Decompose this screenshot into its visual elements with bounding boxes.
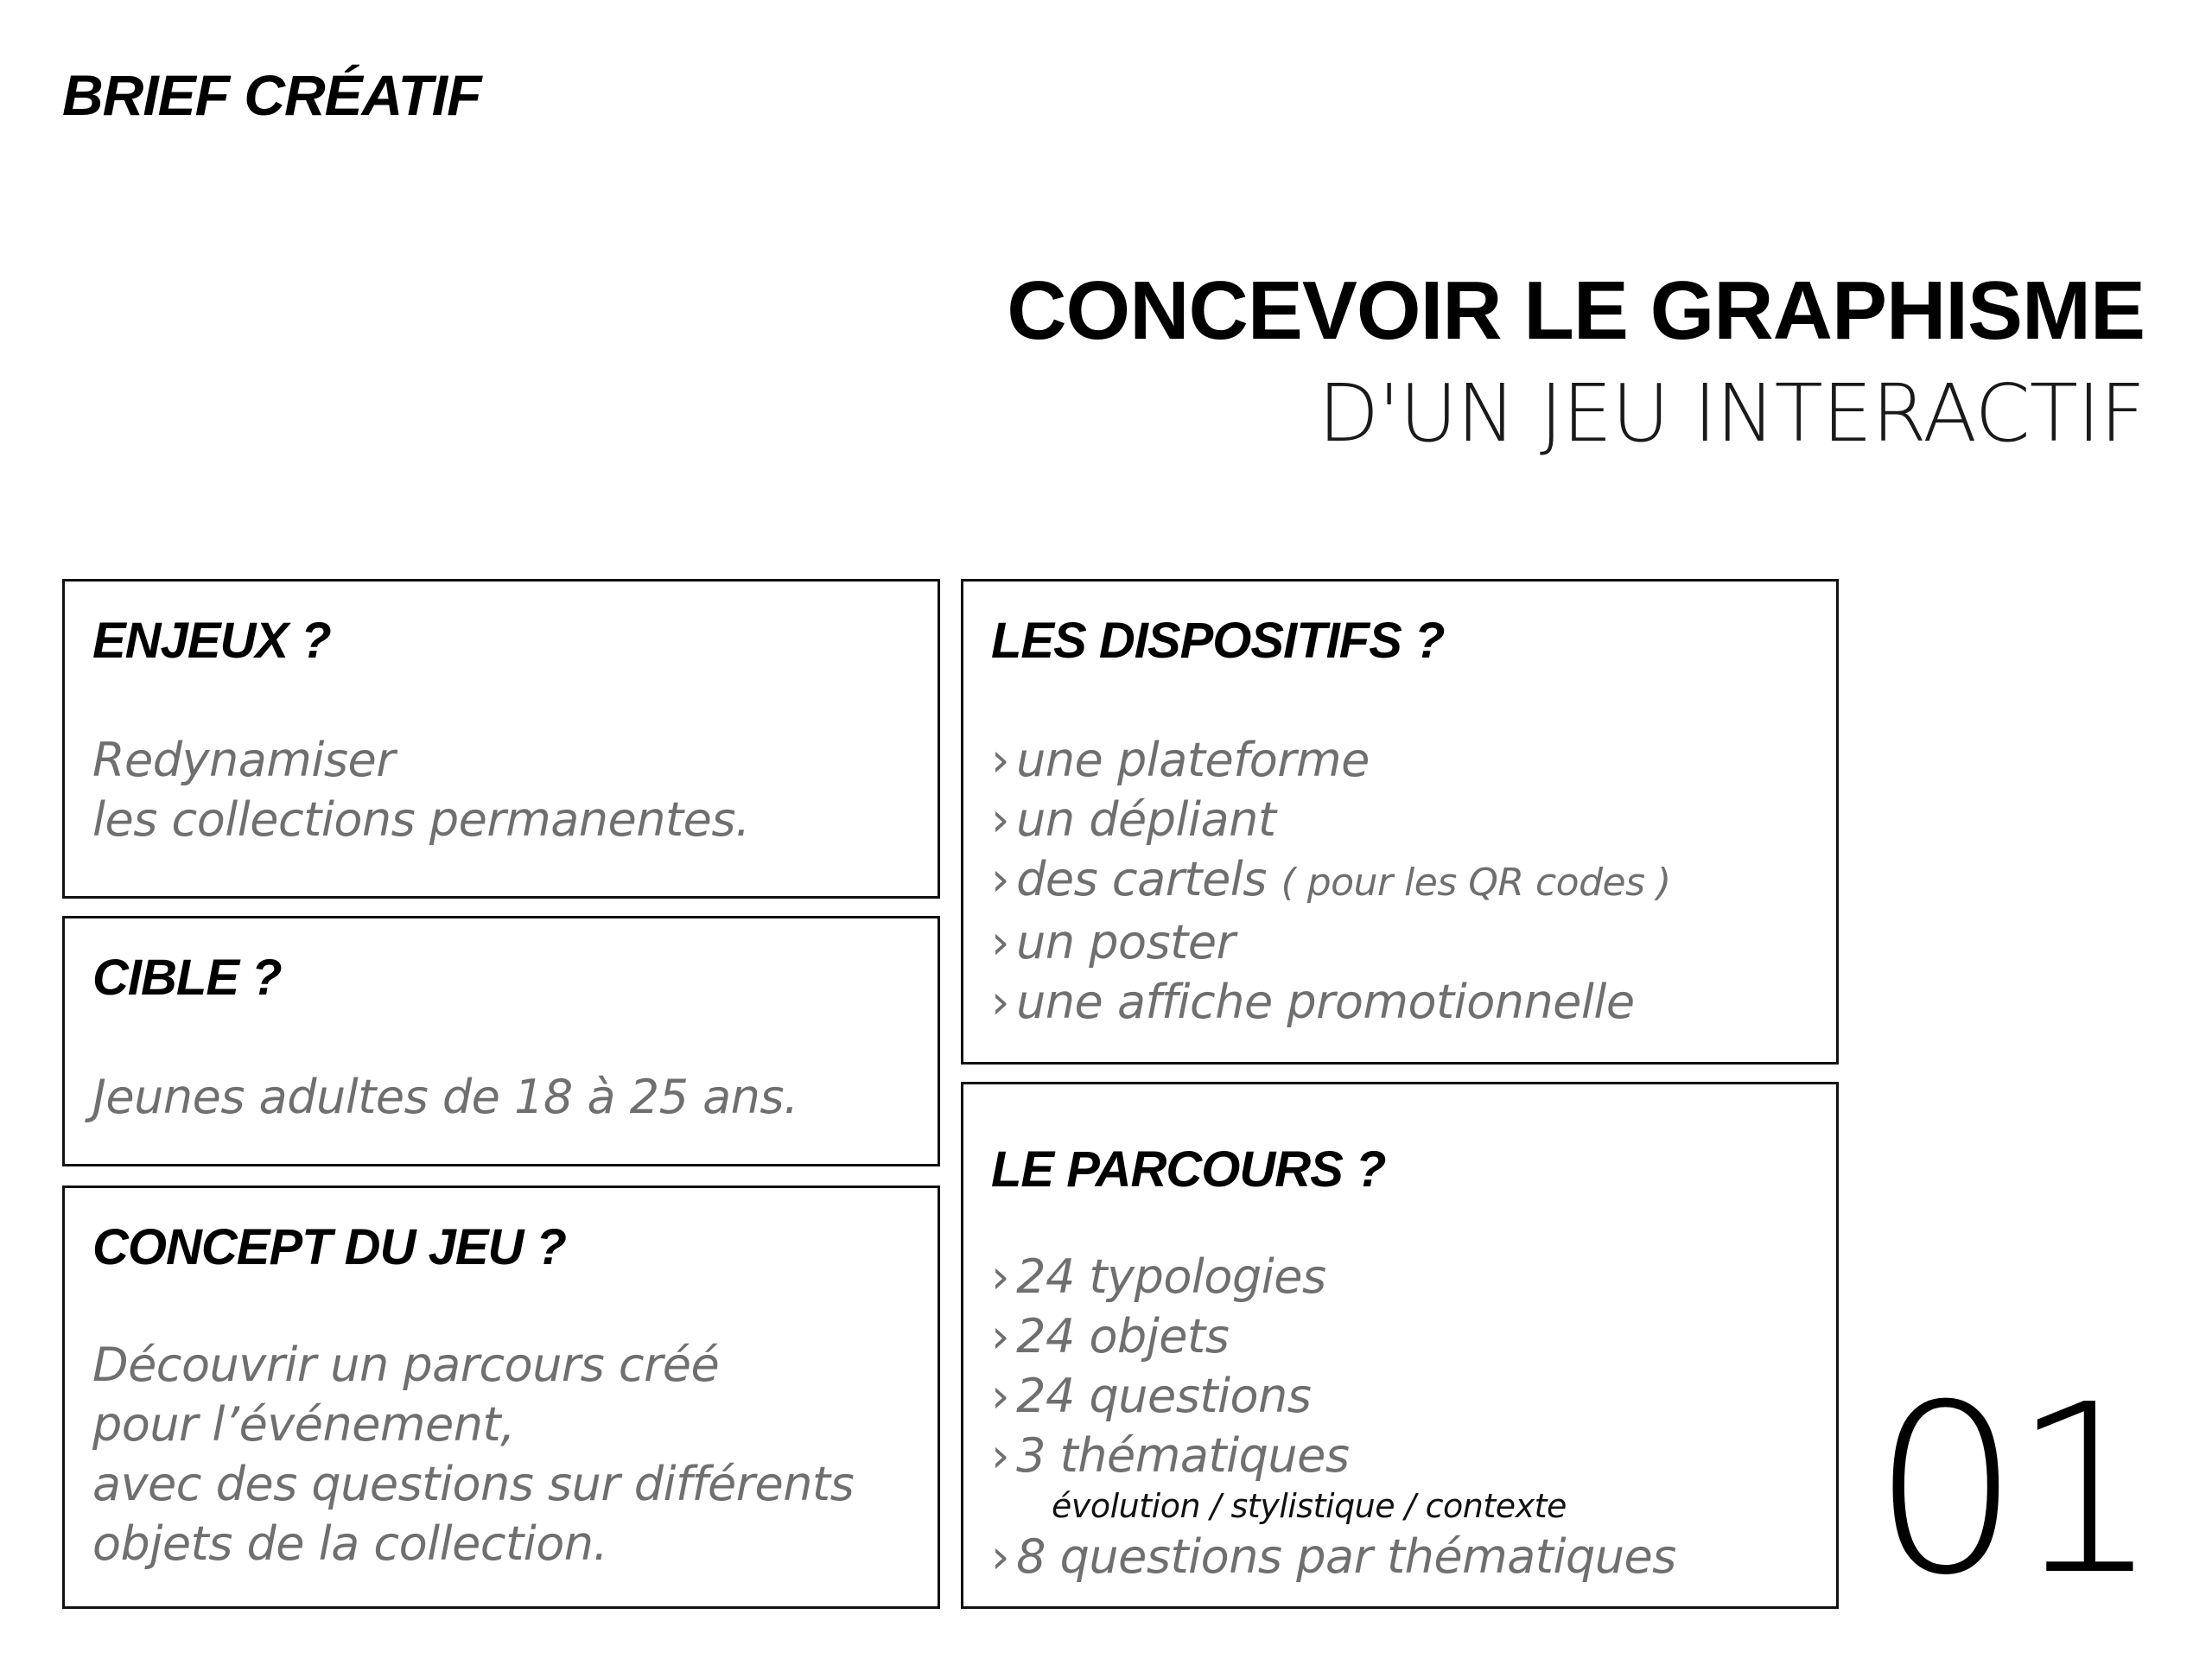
enjeux-heading: ENJEUX ? (92, 613, 331, 669)
list-item: › un poster (991, 915, 1236, 969)
list-item: › 8 questions par thématiques (991, 1529, 1676, 1584)
cible-heading: CIBLE ? (92, 950, 282, 1006)
cible-line: Jeunes adultes de 18 à 25 ans. (92, 1070, 798, 1124)
concept-heading: CONCEPT DU JEU ? (92, 1219, 566, 1275)
concept-line: objets de la collection. (92, 1516, 608, 1571)
concept-box (62, 1185, 940, 1609)
chevron-right-icon: › (991, 733, 1010, 787)
chevron-right-icon: › (991, 1529, 1010, 1584)
list-item: › un dépliant (991, 792, 1276, 847)
chevron-right-icon: › (991, 1369, 1010, 1423)
cible-text (92, 1067, 910, 1127)
dispositifs-note: ( pour les QR codes ) (1281, 861, 1671, 905)
parcours-heading: LE PARCOURS ? (991, 1141, 1386, 1198)
enjeux-line: Redynamiser (92, 733, 395, 787)
chevron-right-icon: › (991, 975, 1010, 1029)
page-number: 01 (1872, 1354, 2152, 1626)
chevron-right-icon: › (991, 1249, 1010, 1304)
concept-text (92, 1335, 910, 1573)
chevron-right-icon: › (991, 915, 1010, 969)
concept-line: Découvrir un parcours créé (92, 1338, 720, 1392)
chevron-right-icon: › (991, 1428, 1010, 1483)
list-item: › 24 typologies (991, 1249, 1326, 1304)
list-item: › 3 thématiques évolution / stylistique / contexte (991, 1426, 1808, 1527)
chevron-right-icon: › (991, 1309, 1010, 1363)
title-block (1007, 259, 2145, 465)
list-item: › 24 objets (991, 1309, 1230, 1363)
page-subtitle: D'UN JEU INTERACTIF (1318, 367, 2145, 460)
concept-line: avec des questions sur différents (92, 1457, 855, 1511)
page-header: BRIEF CRÉATIF (62, 63, 481, 127)
parcours-sub-note: évolution / stylistique / contexte (1052, 1487, 1567, 1525)
chevron-right-icon: › (991, 792, 1010, 847)
parcours-box (961, 1082, 1839, 1609)
dispositifs-heading: LES DISPOSITIFS ? (991, 613, 1445, 669)
enjeux-box (62, 579, 940, 899)
enjeux-line: les collections permanentes. (92, 792, 750, 847)
cible-box (62, 916, 940, 1166)
enjeux-text (92, 730, 910, 849)
chevron-right-icon: › (991, 852, 1010, 906)
list-item: › des cartels ( pour les QR codes ) (991, 852, 1671, 906)
list-item: › une affiche promotionnelle (991, 975, 1635, 1029)
concept-line: pour l’événement, (92, 1397, 515, 1452)
page-title: CONCEVOIR LE GRAPHISME (1007, 264, 2145, 357)
parcours-list (991, 1247, 1808, 1586)
list-item: › une plateforme (991, 733, 1370, 787)
dispositifs-list (991, 730, 1808, 1032)
dispositifs-box (961, 579, 1839, 1065)
list-item: › 24 questions (991, 1369, 1312, 1423)
